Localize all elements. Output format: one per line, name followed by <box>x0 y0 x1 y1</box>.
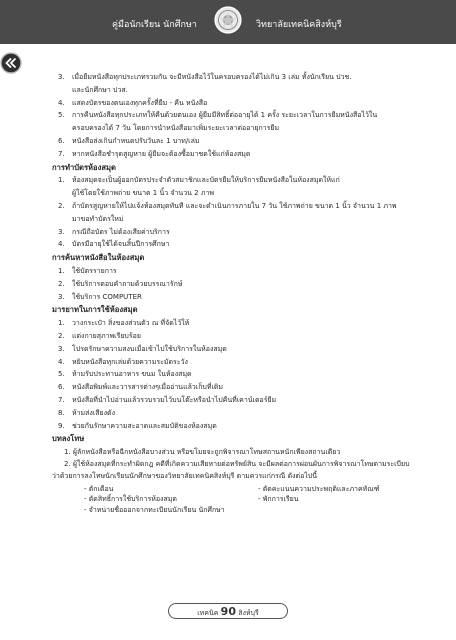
manners-list <box>52 318 412 431</box>
list-item: 7. หากหนังสือชำรุดสูญหาย ผู้ยืมจะต้องซื้อมาชดใช้แก่ห้องสมุด <box>58 149 251 158</box>
section-heading-search: การค้นหาหนังสือในห้องสมุด <box>52 253 145 263</box>
card-list <box>52 175 412 250</box>
list-item: 4. แสดงบัตรของตนเองทุกครั้งที่ยืม - คืน หนังสือ <box>58 98 208 107</box>
list-item: 3. โปรดรักษาความสงบเมื่อเข้าไปใช้บริการในห้องสมุด <box>58 344 227 353</box>
header-title-right: วิทยาลัยเทคนิคสิงห์บุรี <box>256 20 342 30</box>
list-item: 1. วางกระเป๋า สิ่งของส่วนตัว ณ ที่จัดไว้ให้ <box>58 319 190 328</box>
footer-right-label: สิงห์บุรี <box>238 609 259 617</box>
list-item: 5. การคืนหนังสือทุกประเภทให้คืนด้วยตนเอง ผู้ยืมมีสิทธิ์ต่ออายุได้ 1 ครั้ง ระยะเวลาในการยืมหนังสือไว้ใน <box>58 111 378 120</box>
penalty-option: - จำหน่ายชื่อออกจากทะเบียนนักเรียน นักศึกษา <box>84 506 225 515</box>
penalty-option: - ตัดสิทธิ์การใช้บริการห้องสมุด <box>84 495 177 504</box>
page-footer <box>168 603 288 619</box>
search-list <box>52 266 412 302</box>
penalty-options <box>52 484 412 516</box>
list-item: 1. ใช้บัตรรายการ <box>58 266 117 275</box>
intro-list <box>52 72 412 160</box>
penalty-option: - ตัดคะแนนความประพฤติและภาคทัณฑ์ <box>258 484 380 493</box>
penalty-paragraph: 1. ผู้ลักหนังสือหรือฉีกหนังสือบางส่วน หรือขโมยจะถูกพิจารณาโทษสถานหนักเพียงสถานเดียว <box>64 448 341 457</box>
list-item: 8. ห้ามส่งเสียงดัง <box>58 408 115 417</box>
penalty-option: - ตักเตือน <box>84 484 114 493</box>
penalty-paragraph: ว่าด้วยการลงโทษนักเรียนนักศึกษาของวิทยาลัยเทคนิคสิงห์บุรี ตามควรแก่กรณี ดังต่อไปนี้ <box>52 471 318 480</box>
list-item: มาขอทำบัตรใหม่ <box>72 214 124 223</box>
list-item: 3. กรณีถือบัตร ไม่ต้องเสียค่าบริการ <box>58 227 170 236</box>
list-item: 2. ถ้าบัตรสูญหายให้ไปแจ้งห้องสมุดทันที และจะดำเนินการภายใน 7 วัน ใช้ภาพถ่าย ขนาด 1 นิ้ว จำนวน 1 ภาพ <box>58 201 397 210</box>
header-title-left: คู่มือนักเรียน นักศึกษา <box>112 20 197 30</box>
list-item: 4. บัตรมีอายุใช้ได้จนสิ้นปีการศึกษา <box>58 240 170 249</box>
penalty-paragraph: 2. ผู้ใช้ห้องสมุดที่กระทำผิดกฎ คดีที่เกิดความเสียหายต่อทรัพย์สิน จะมีผลต่อการผ่อนผันการพิจารณาโทษตามระเบียบ <box>64 459 410 468</box>
list-item: 4. หยิบหนังสือทุกเล่มด้วยความระมัดระวัง <box>58 357 188 366</box>
page-number-text <box>168 605 288 619</box>
section-heading-penalty: บทลงโทษ <box>52 434 85 444</box>
page-header <box>0 0 456 44</box>
penalty-option <box>258 505 412 516</box>
list-item: 6. หนังสือส่งเกินกำหนดปรับวันละ 1 บาท/เล่ม <box>58 136 200 145</box>
list-item: 2. ใช้บริการตอบคำถามด้วยบรรณารักษ์ <box>58 279 183 288</box>
list-item: 6. หนังสือพิมพ์และวารสารต่างๆเมื่ออ่านแล้วเก็บที่เดิม <box>58 383 224 392</box>
college-seal-icon <box>214 6 242 34</box>
list-item: 9. ช่วยกันรักษาความสะอาดและสมบัติของห้องสมุด <box>58 421 217 430</box>
list-item: ครอบครองได้ 7 วัน โดยการนำหนังสือมาเพิ่มระยะเวลาต่ออายุการยืม <box>72 124 280 133</box>
list-item: 7. หนังสือที่นำไปอ่านแล้วรวบรวมไว้บนโต๊ะหรือนำไปคืนที่เคาน์เตอร์ยืม <box>58 395 277 404</box>
penalty-option: - พักการเรียน <box>258 495 299 504</box>
list-item: 5. ห้ามรับประทานอาหาร ขนม ในห้องสมุด <box>58 370 192 379</box>
double-chevron-left-icon[interactable] <box>0 52 22 74</box>
footer-label: เทคนิค <box>197 609 219 617</box>
list-item: ผู้ใช้โดยใช้ภาพถ่าย ขนาด 1 นิ้ว จำนวน 2 ภาพ <box>72 189 214 198</box>
list-item: 2. แต่งกายสุภาพเรียบร้อย <box>58 331 141 340</box>
page-content <box>52 72 412 516</box>
penalty-block <box>52 447 412 516</box>
list-item: 3. ใช้บริการ COMPUTER <box>58 292 142 301</box>
list-item: 1. ห้องสมุดจะเป็นผู้ออกบัตรประจำตัวสมาชิกและบัตรยืมให้บริการยืมหนังสือในห้องสมุดให้แก่ <box>58 176 340 185</box>
list-item: 3. เมื่อยืมหนังสือทุกประเภทรวมกัน จะมีหนังสือไว้ในครอบครองได้ไม่เกิน 3 เล่ม ทั้งนักเรียน ปวช. <box>58 73 352 81</box>
list-item: และนักศึกษา ปวส. <box>72 85 128 94</box>
section-heading-card: การทำบัตรห้องสมุด <box>52 162 116 172</box>
section-heading-manners: มารยาทในการใช้ห้องสมุด <box>52 305 138 315</box>
page-number: 90 <box>220 605 236 618</box>
